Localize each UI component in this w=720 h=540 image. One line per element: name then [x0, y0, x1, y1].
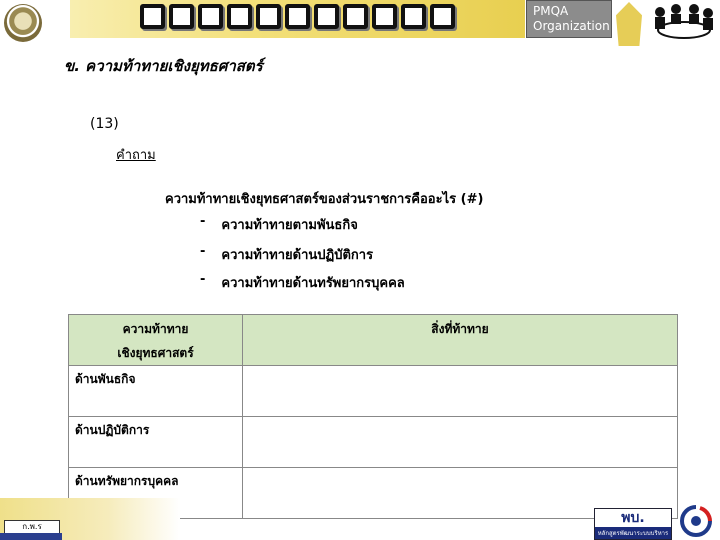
- missing-glyph-icon: [285, 4, 310, 29]
- list-item: [200, 214, 358, 235]
- row-value-cell[interactable]: [243, 417, 678, 468]
- row-label: ด้านทรัพยากรบุคคล: [69, 468, 243, 519]
- pb-logo-label: พบ.: [595, 509, 671, 529]
- table-row: [69, 366, 678, 417]
- pmqa-badge: [526, 0, 612, 38]
- missing-glyph-icon: [169, 4, 194, 29]
- pb-logo: [594, 508, 672, 540]
- missing-glyph-icon: [256, 4, 281, 29]
- row-value-cell[interactable]: [243, 366, 678, 417]
- missing-glyph-icon: [372, 4, 397, 29]
- missing-glyph-icon: [430, 4, 455, 29]
- table-header-row: [69, 315, 678, 366]
- opdc-logo-icon: [676, 504, 716, 538]
- header-col1-line1: ความท้าทาย: [122, 322, 189, 336]
- header-col2: สิ่งที่ท้าทาย: [431, 322, 489, 336]
- challenge-table: [68, 314, 678, 519]
- header-col1-line2: เชิงยุทธศาสตร์: [117, 346, 194, 360]
- row-label: ด้านพันธกิจ: [69, 366, 243, 417]
- meeting-illustration-icon: [646, 0, 718, 44]
- missing-glyph-icon: [401, 4, 426, 29]
- list-item: [200, 272, 405, 293]
- question-label: คำถาม: [116, 148, 156, 163]
- missing-glyph-icon: [314, 4, 339, 29]
- government-seal-icon: [4, 4, 42, 42]
- missing-glyph-icon: [140, 4, 165, 29]
- section-title: ข. ความท้าทายเชิงยุทธศาสตร์: [64, 57, 263, 75]
- row-label: ด้านปฏิบัติการ: [69, 417, 243, 468]
- bullet-text: ความท้าทายตามพันธกิจ: [221, 218, 358, 233]
- crest-icon: [616, 2, 642, 46]
- ocsc-logo: ก.พ.ร: [4, 520, 60, 534]
- pmqa-badge-line2: Organization: [533, 19, 610, 33]
- slide-title-glyphs: [140, 4, 455, 29]
- header-cell-what-challenges: [243, 315, 678, 366]
- bullet-dash: -: [200, 214, 206, 229]
- pmqa-badge-line1: PMQA: [533, 4, 569, 18]
- missing-glyph-icon: [198, 4, 223, 29]
- pb-logo-subtitle: หลักสูตรพัฒนาระบบบริหาร: [595, 529, 671, 539]
- table-row: [69, 417, 678, 468]
- bullet-text: ความท้าทายด้านปฏิบัติการ: [221, 248, 374, 263]
- bullet-dash: -: [200, 272, 206, 287]
- bullet-text: ความท้าทายด้านทรัพยากรบุคคล: [221, 276, 405, 291]
- list-item: [200, 244, 373, 265]
- item-number: (13): [90, 116, 119, 132]
- missing-glyph-icon: [343, 4, 368, 29]
- bullet-dash: -: [200, 244, 206, 259]
- header-cell-challenge: [69, 315, 243, 366]
- question-text: ความท้าทายเชิงยุทธศาสตร์ของส่วนราชการคืออะไร (#): [165, 192, 484, 207]
- missing-glyph-icon: [227, 4, 252, 29]
- footer-band: [0, 533, 62, 540]
